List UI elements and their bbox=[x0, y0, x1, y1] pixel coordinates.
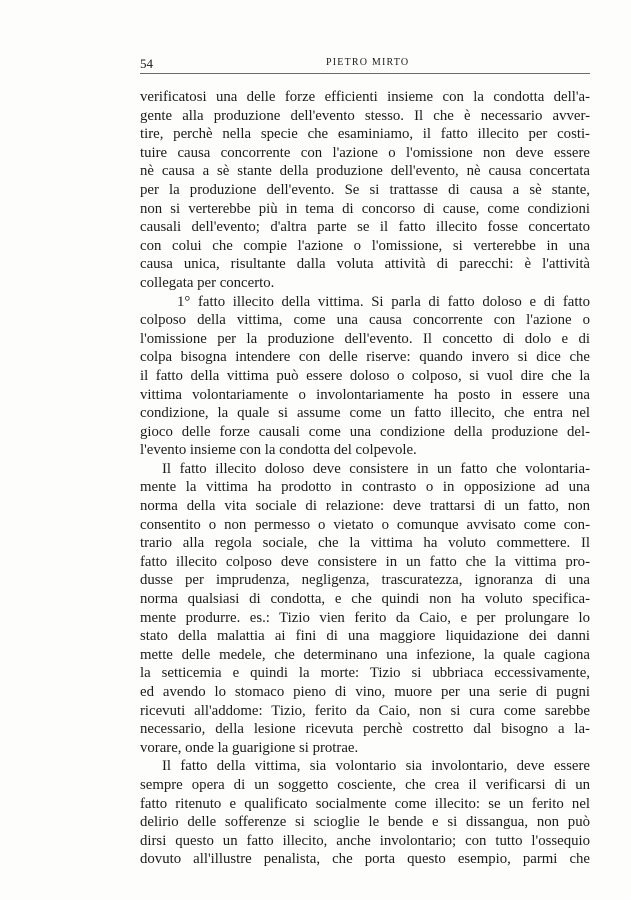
text-line: l'evento insieme con la condotta del colpevole. bbox=[140, 442, 417, 459]
text-line: dovuto all'illustre penalista, che porta questo esempio, parmi che bbox=[140, 851, 590, 868]
text-line: la setticemia e quindi la morte: Tizio si ubbriaca eccessivamente, bbox=[140, 665, 590, 682]
text-line: fatto ritenuto e qualificato socialmente come illecito: se un ferito nel bbox=[140, 795, 590, 812]
text-line: Il fatto della vittima, sia volontario sia involontario, deve essere bbox=[162, 758, 590, 775]
text-line: nè causa a sè stante della produzione dell'evento, nè causa concertata bbox=[140, 163, 590, 180]
text-line: vittima volontariamente o involontariamente ha posto in essere una bbox=[140, 386, 590, 403]
text-line: mente produrre. es.: Tizio vien ferito da Caio, e per prolungare lo bbox=[140, 609, 590, 626]
text-line: colpa bisogna intendere con delle riserve: quando invero si dice che bbox=[140, 349, 590, 366]
text-line: fatto illecito colposo deve consistere in un fatto che la vittima pro- bbox=[140, 553, 590, 570]
running-head: PIETRO MIRTO bbox=[326, 57, 410, 68]
text-line: gioco delle forze causali come una condizione della produzione del- bbox=[140, 423, 590, 440]
text-line: collegata per concerto. bbox=[140, 274, 275, 291]
text-line: ricevuti all'addome: Tizio, ferito da Caio, non si cura come sarebbe bbox=[140, 702, 590, 719]
text-line: gente alla produzione dell'evento stesso. Il che è necessario avver- bbox=[140, 107, 590, 124]
text-line: mette delle medele, che determinano una infezione, la quale cagiona bbox=[140, 646, 590, 663]
text-line: causali dell'evento; d'altra parte se il fatto illecito fosse concertato bbox=[140, 219, 590, 236]
text-line: dusse per imprudenza, negligenza, trascuratezza, ignoranza di una bbox=[140, 572, 590, 589]
page-header bbox=[140, 56, 590, 76]
text-line: tire, perchè nella specie che esaminiamo, il fatto illecito per costi- bbox=[140, 126, 590, 143]
text-line: causa unica, risultante dalla voluta attività di parecchi: è l'attività bbox=[140, 256, 590, 273]
text-line: norma della vita sociale di relazione: deve trattarsi di un fatto, non bbox=[140, 498, 590, 515]
text-line: l'omissione per la produzione dell'evento. Il concetto di dolo e di bbox=[140, 330, 590, 347]
text-line: norma qualsiasi di condotta, e che quindi non ha voluto specifica- bbox=[140, 591, 590, 608]
text-line: tuire causa concorrente con l'azione o l'omissione non deve essere bbox=[140, 144, 590, 161]
text-line: il fatto della vittima può essere doloso o colposo, si vuol dire che la bbox=[140, 367, 590, 384]
text-line: con colui che compie l'azione o l'omissione, si verterebbe in una bbox=[140, 237, 590, 254]
text-line: 1° fatto illecito della vittima. Si parla di fatto doloso e di fatto bbox=[177, 293, 590, 310]
page-number: 54 bbox=[140, 56, 153, 71]
text-line: stato della malattia ai fini di una maggiore liquidazione dei danni bbox=[140, 628, 590, 645]
text-line: necessario, della lesione ricevuta perchè costretto dal bisogno a la- bbox=[140, 721, 590, 738]
text-line: delirio delle sofferenze si scioglie le bende e si dissangua, non può bbox=[140, 814, 590, 831]
text-line: non si verterebbe più in tema di concorso di cause, come condizioni bbox=[140, 200, 590, 217]
text-line: dirsi questo un fatto illecito, anche involontario; con tutto l'ossequio bbox=[140, 832, 590, 849]
text-line: condizione, la quale si assume come un fatto illecito, che entra nel bbox=[140, 405, 590, 422]
text-line: consentito o non permesso o vietato o comunque avvisato come con- bbox=[140, 516, 590, 533]
text-line: mente la vittima ha prodotto in contrasto o in opposizione ad una bbox=[140, 479, 590, 496]
text-line: per la produzione dell'evento. Se si trattasse di causa a sè stante, bbox=[140, 181, 590, 198]
text-line: ed avendo lo stomaco pieno di vino, muore per una serie di pugni bbox=[140, 684, 590, 700]
text-line: sempre opera di un soggetto cosciente, che crea il verificarsi di un bbox=[140, 776, 590, 793]
body-text bbox=[140, 88, 590, 869]
header-rule bbox=[140, 73, 590, 74]
text-line: Il fatto illecito doloso deve consistere in un fatto che volontaria- bbox=[162, 460, 590, 477]
text-line: colposo della vittima, come una causa concorrente con l'azione o bbox=[140, 312, 590, 329]
text-line: verificatosi una delle forze efficienti insieme con la condotta dell'a- bbox=[140, 89, 590, 105]
text-line: trario alla regola sociale, che la vittima ha voluto commettere. Il bbox=[140, 535, 590, 552]
text-line: vorare, onde la guarigione si protrae. bbox=[140, 739, 359, 756]
